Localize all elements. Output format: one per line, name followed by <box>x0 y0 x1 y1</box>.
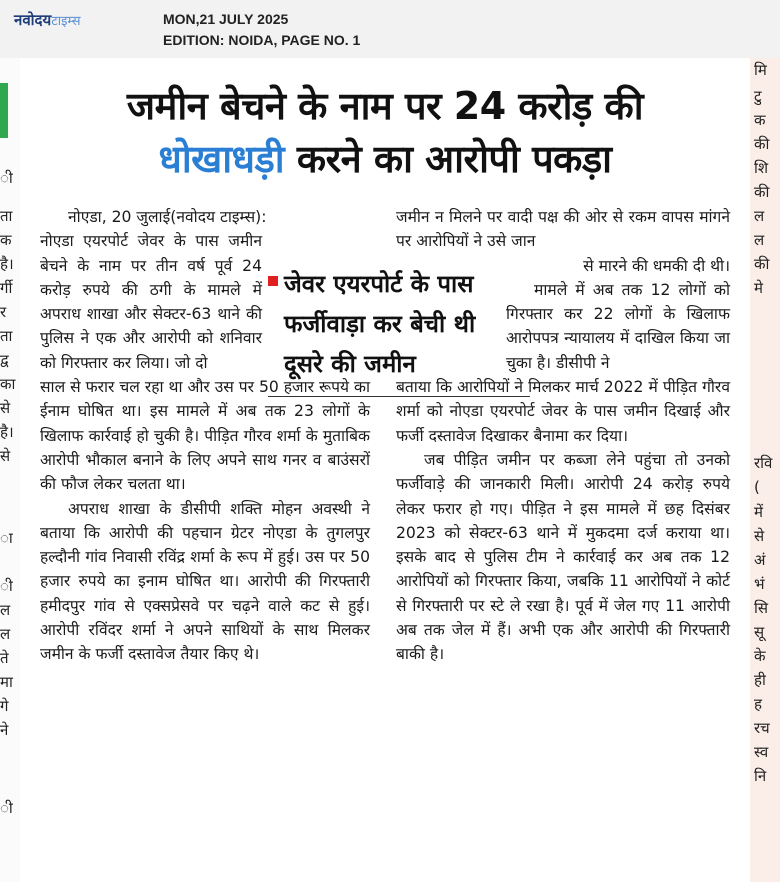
col1-para2: अपराध शाखा के डीसीपी शक्ति मोहन अवस्थी ने बताया कि आरोपी की पहचान ग्रेटर नोएडा के तुगलपुर हल्दौनी गांव निवासी रविंद्र शर्मा के रूप में हुई। उस पर 50 हजार रुपये का इनाम घोषित था। आरोपी की गिरफ्तारी हमीदपुर गांव से एक्सप्रेसवे पर चढ़ने वाले कट से हुई।आरोपी रविंदर शर्मा ने अपने साथियों के साथ मिलकर जमीन के फर्जी दस्तावेज तैयार किए थे। <box>40 499 370 664</box>
newspaper-logo <box>14 10 81 30</box>
edition-info: EDITION: NOIDA, PAGE NO. 1 <box>163 32 361 48</box>
left-fragment: ल <box>0 601 11 619</box>
pull-quote-line-2: फर्जीवाड़ा कर बेची थी <box>284 310 476 338</box>
right-fragment: शि <box>754 159 769 177</box>
edition-meta <box>163 9 360 51</box>
right-fragment: रच <box>754 719 770 737</box>
col2-para2-narrow: मामले में अब तक 12 लोगों को गिरफ्तार कर 22 लोगों के खिलाफ आरोपपत्र न्यायालय में दाखिल किया जा चुका है। डीसीपी ने <box>506 280 730 372</box>
left-fragment: से <box>0 447 11 465</box>
left-fragment: से <box>0 399 11 417</box>
right-fragment: सि <box>754 599 769 617</box>
right-fragment: ह <box>754 695 762 713</box>
headline-highlight: धोखाधड़ी <box>158 137 285 181</box>
right-fragment: के <box>754 647 766 665</box>
right-fragment: की <box>754 135 770 153</box>
col2-para1-top: जमीन न मिलने पर वादी पक्ष की ओर से रकम वापस मांगने पर आरोपियों ने उसे जान <box>396 208 730 251</box>
logo-sub: टाइम्स <box>51 14 81 29</box>
pull-quote-text <box>284 264 534 384</box>
right-fragment: की <box>754 255 770 273</box>
left-fragment: है। <box>0 255 14 273</box>
dateline: नोएडा, 20 जुलाई(नवोदय टाइम्स): <box>68 208 267 226</box>
green-accent-bar <box>0 83 8 138</box>
pull-quote <box>268 266 530 397</box>
right-fragment: ही <box>754 671 766 689</box>
col2-para1-narrow: से मारने की धमकी दी थी। <box>583 256 730 275</box>
col2-para2-full: बताया कि आरोपियों ने मिलकर मार्च 2022 में पीड़ित गौरव शर्मा को नोएडा एयरपोर्ट जेवर के पास जमीन दिखाई और फर्जी दस्तावेज दिखाकर बैनामा कर दिया। <box>396 378 730 445</box>
issue-date: MON,21 JULY 2025 <box>163 11 289 27</box>
right-fragment: भं <box>754 575 765 593</box>
col1-para1-narrow: नोएडा एयरपोर्ट जेवर के पास जमीन बेचने के नाम पर तीन वर्ष पूर्व 24 करोड़ रुपये की ठगी के मामले में अपराध शाखा और सेक्टर-63 थाने की पुलिस ने एक और आरोपी को शनिवार को गिरफ्तार कर लिया। जो दो <box>40 232 262 372</box>
adjacent-article-left <box>0 58 20 882</box>
left-fragment: ने <box>0 721 9 739</box>
left-fragment: र <box>0 303 7 321</box>
left-fragment: ता <box>0 207 13 225</box>
right-fragment: नि <box>754 767 767 785</box>
left-fragment: क <box>0 231 12 249</box>
left-fragment: ता <box>0 327 13 345</box>
adjacent-article-right <box>750 58 780 882</box>
right-fragment: ल <box>754 207 765 225</box>
pull-quote-line-1: जेवर एयरपोर्ट के पास <box>284 270 474 298</box>
right-fragment: स्व <box>754 743 769 761</box>
masthead-bar <box>0 0 780 58</box>
left-fragment: ल <box>0 625 11 643</box>
headline-line-1: जमीन बेचने के नाम पर 24 करोड़ की <box>126 84 644 128</box>
headline-line-2-rest: करने का आरोपी पकड़ा <box>284 137 612 181</box>
left-fragment: ी <box>0 169 13 187</box>
right-fragment: ( <box>754 478 760 496</box>
col2-para3: जब पीड़ित जमीन पर कब्जा लेने पहुंचा तो उनको फर्जीवाड़े की जानकारी मिली। आरोपी 24 करोड़ रुपये लेकर फरार हो गए। पीड़ित ने इस मामले में छह दिसंबर 2023 को सेक्टर-63 थाने में मुकदमा दर्ज कराया था। इसके बाद से पुलिस टीम ने कार्रवाई कर अब तक 12 आरोपियों को गिरफ्तार किया, जबकि 11 आरोपियों ने कोर्ट से गिरफ्तारी पर स्टे ले रखा है। पूर्व में जेल गए 11 आरोपी अब तक जेल में हैं। अभी एक और आरोपी की गिरफ्तारी बाकी है। <box>396 450 730 664</box>
right-fragment: से <box>754 527 765 545</box>
left-fragment: है। <box>0 423 14 441</box>
left-fragment: ते <box>0 649 9 667</box>
left-fragment: र्गी <box>0 279 13 297</box>
red-square-bullet <box>268 276 278 286</box>
right-fragment: अं <box>754 551 766 569</box>
right-fragment: मि <box>754 61 767 79</box>
right-fragment: की <box>754 183 770 201</box>
left-fragment: मा <box>0 673 13 691</box>
headline-line-2 <box>22 133 748 185</box>
right-fragment: रवि <box>754 454 773 472</box>
left-fragment: ी <box>0 577 13 595</box>
left-fragment: द्व <box>0 351 9 369</box>
right-fragment: सू <box>754 623 765 641</box>
left-fragment: का <box>0 375 16 393</box>
logo-main: नवोदय <box>14 11 52 29</box>
right-fragment: टु <box>754 87 762 105</box>
right-fragment: ल <box>754 231 765 249</box>
pull-quote-line-3: दूसरे की जमीन <box>284 350 416 378</box>
right-fragment: क <box>754 111 766 129</box>
left-fragment: ी <box>0 799 13 817</box>
right-fragment: में <box>754 503 763 521</box>
left-fragment: गे <box>0 697 9 715</box>
left-fragment: ा <box>0 529 13 547</box>
right-fragment: मे <box>754 279 763 297</box>
col1-para1-full: साल से फरार चल रहा था और उस पर 50 हजार रूपये का ईनाम घोषित था। इस मामले में अब तक 23 लोगों के खिलाफ कार्रवाई हो चुकी है। पीड़ित गौरव शर्मा के मुताबिक आरोपी भौकाल बनाने के लिए अपने साथ गनर व बाउंसरों की फौज लेकर चलता था। <box>40 378 370 494</box>
